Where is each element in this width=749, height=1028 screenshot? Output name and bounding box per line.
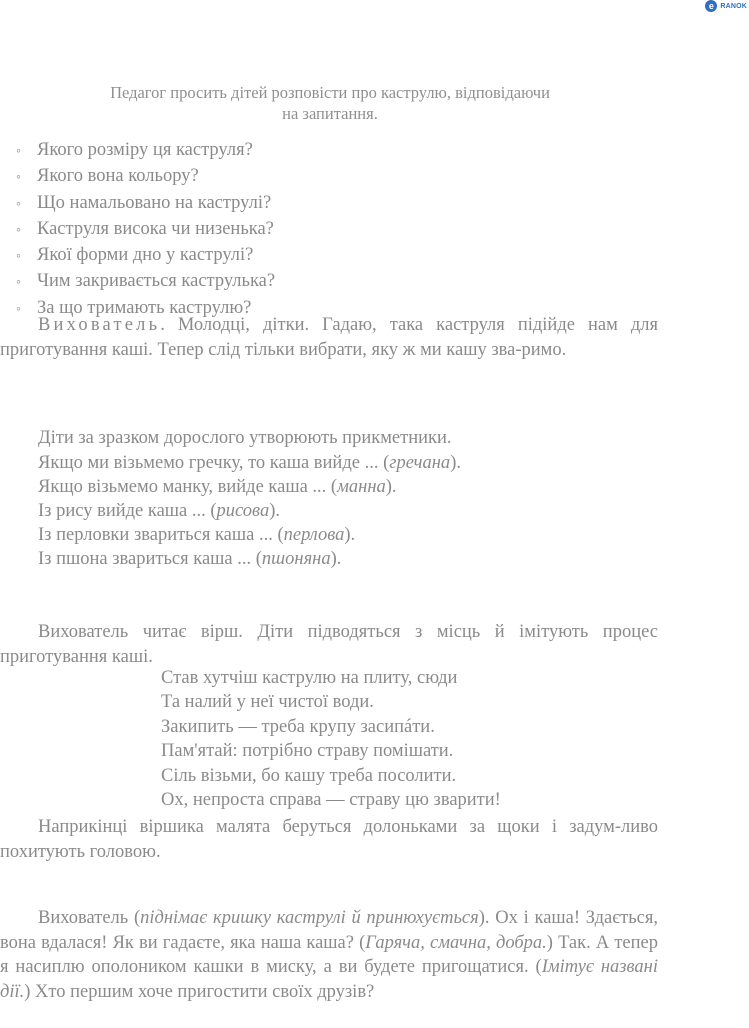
adjective-answer: перлова (283, 525, 345, 545)
adjective-answer: гречана (389, 453, 451, 473)
poem-after-paragraph: Наприкінці віршика малята беруться долоньками за щоки і задум-ливо похитують головою. (0, 817, 658, 862)
speaker-label: Вихователь (38, 315, 161, 335)
poem (161, 666, 501, 812)
poem-line: Пам'ятай: потрібно страву помішати. (161, 741, 454, 762)
question-text: Якої форми дно у каструлі? (37, 245, 254, 266)
adjective-end: ). (330, 549, 342, 569)
stage-direction: піднімає кришку каструлі й принюхується (140, 908, 479, 928)
poem-line: Став хутчіш каструлю на плиту, сюди (161, 668, 458, 688)
final-text: ). Ох і каша! Здається, вона вдалася! Як ви гадаєте, яка наша каша? ( (0, 908, 658, 953)
intro-line-1: Педагог просить дітей розповісти про каструлю, відповідаючи (110, 83, 550, 102)
bullet-icon: ◦ (16, 144, 21, 159)
adjective-answer: манна (337, 477, 386, 497)
adjective-line (38, 499, 280, 523)
adjective-text: Із перловки звариться каша ... ( (38, 525, 284, 545)
stage-direction: Гаряча, смачна, добра. (365, 932, 547, 953)
adjective-answer: рисова (216, 501, 270, 521)
teacher-text: . Молодці, дітки. Гадаю, така каструля підійде нам для приготування каші. Тепер слід тільки вибрати, яку ж ми кашу зва-римо. (0, 315, 658, 360)
adjective-text: Із рису вийде каша ... ( (38, 501, 217, 521)
bullet-icon: ◦ (16, 222, 21, 238)
final-text: Вихователь ( (38, 908, 141, 928)
list-item (16, 243, 275, 269)
final-paragraph (0, 906, 658, 1004)
list-item (16, 269, 275, 295)
list-item (16, 217, 275, 243)
adjective-end: ). (344, 525, 356, 545)
adjectives-intro: Діти за зразком дорослого утворюють прикметники. (38, 428, 452, 448)
bullet-icon: ◦ (16, 249, 21, 265)
question-text: Чим закривається каструлька? (37, 271, 276, 292)
poem-line: Та налий у неї чистої води. (161, 692, 374, 713)
list-item (16, 138, 275, 164)
question-list (16, 138, 275, 322)
publisher-logo (705, 0, 747, 12)
adjective-text: Із пшона звариться каша ... ( (38, 549, 262, 569)
final-text: ) Хто першим хоче пригостити своїх друзів? (24, 981, 375, 1002)
intro-heading (0, 82, 660, 124)
final-text: ) Так. А тепер я насиплю ополоником кашки в миску, а ви будете пригощатися. ( (0, 932, 658, 977)
stage-direction: Імітує названі дії. (0, 957, 658, 1002)
question-text: За що тримають каструлю? (37, 297, 252, 318)
bullet-icon: ◦ (16, 170, 21, 186)
poem-line: Закипить — треба крупу засипáти. (161, 716, 435, 737)
bullet-icon: ◦ (16, 275, 21, 291)
poem-line: Сіль візьми, бо кашу треба посолити. (161, 765, 457, 786)
list-item (16, 191, 275, 217)
adjective-line (38, 475, 397, 499)
adjective-line (38, 547, 341, 571)
adjective-line (38, 523, 355, 547)
adjective-text: Якщо візьмемо манку, вийде каша ... ( (38, 477, 338, 497)
poem-line: Ох, непроста справа — страву цю зварити! (161, 790, 501, 811)
logo-mark-icon: e (705, 0, 717, 12)
intro-line-2: на запитання. (282, 104, 378, 123)
adjective-answer: пшоняна (261, 549, 331, 569)
logo-text: RANOK (720, 2, 747, 10)
question-text: Якого вона кольору? (37, 166, 199, 187)
question-text: Що намальовано на каструлі? (37, 192, 272, 213)
question-text: Каструля висока чи низенька? (37, 218, 274, 239)
question-text: Якого розміру ця каструля? (37, 140, 253, 160)
poem-intro-paragraph: Вихователь читає вірш. Діти підводяться з місць й імітують процес приготування каші. (0, 622, 658, 667)
bullet-icon: ◦ (16, 301, 21, 317)
adjective-end: ). (450, 453, 461, 473)
teacher-paragraph (0, 313, 658, 362)
adjective-line (38, 451, 461, 475)
bullet-icon: ◦ (16, 196, 21, 212)
adjective-end: ). (385, 477, 397, 497)
adjective-text: Якщо ми візьмемо гречку, то каша вийде ... ( (38, 453, 390, 473)
adjective-end: ). (269, 501, 280, 521)
list-item (16, 164, 275, 190)
